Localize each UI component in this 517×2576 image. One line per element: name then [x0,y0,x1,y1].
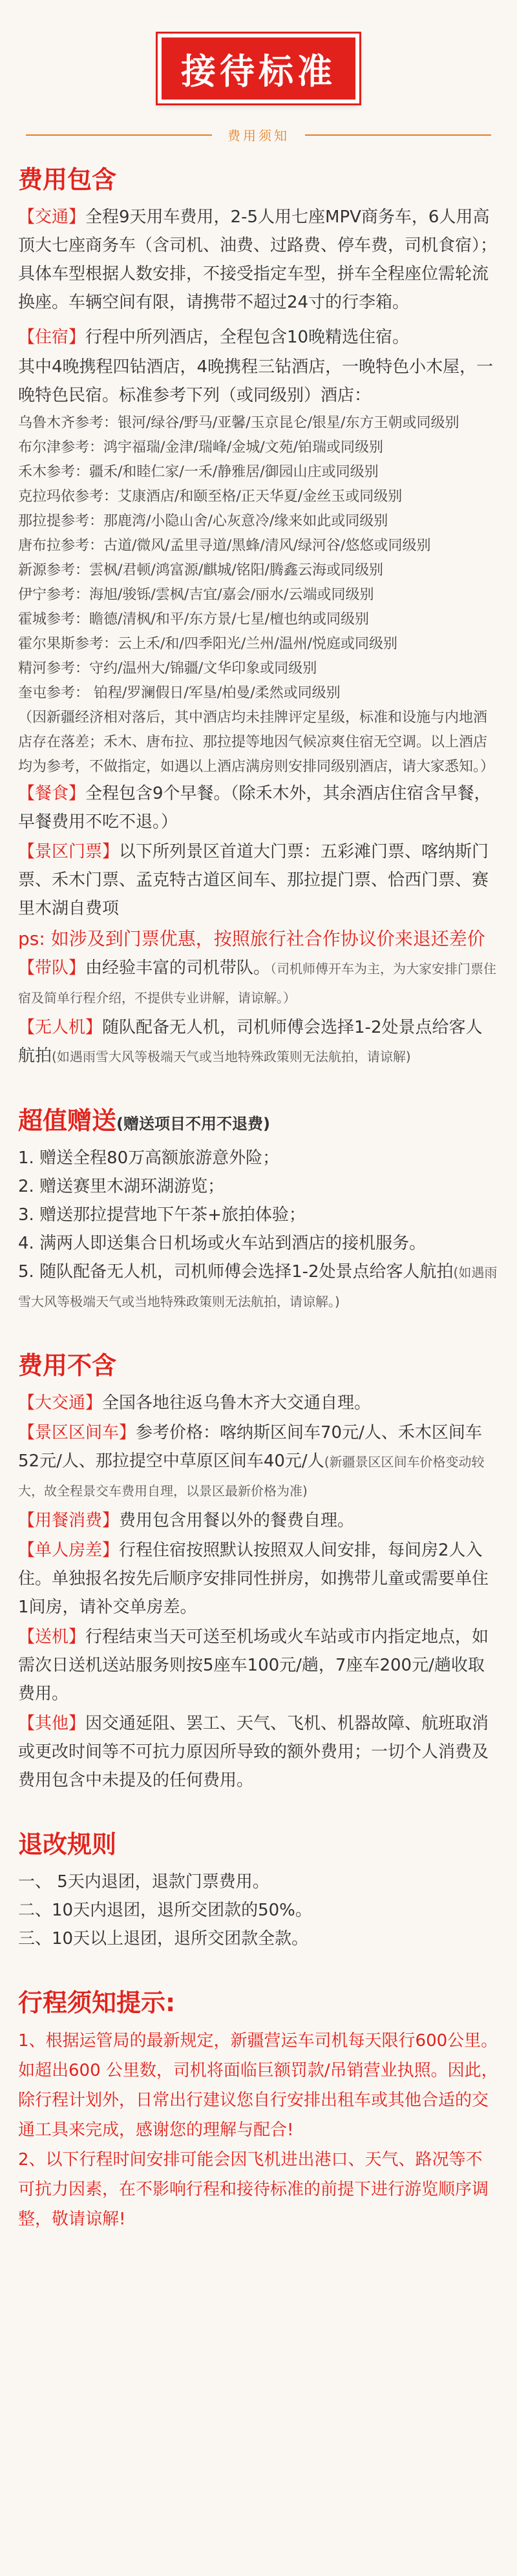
page-title: 接待标准 [158,34,359,103]
hotel-row: 奎屯参考： 铂程/罗澜假日/军垦/柏曼/柔然或同级别 [18,685,341,701]
subtitle: 费用须知 [227,128,290,143]
hotel-row: 伊宁参考：海旭/骏铄/雲枫/吉宜/嘉会/丽水/云端或同级别 [18,587,374,603]
hotel-text-2: 其中4晚携程四钻酒店，4晚携程三钻酒店，一晚特色小木屋，一晚特色民宿。标准参考下列（或同级别）酒店： [18,357,494,405]
shuttle-tag: 【景区区间车】 [18,1423,136,1442]
gift-item-5-text: 5. 随队配备无人机，司机师傅会选择1-2处景点给客人航拍 [18,1262,454,1282]
pickup-text: 行程结束当天可送至机场或火车站或市内指定地点，如需次日送机送站服务则按5座车100元/趟，7座车200元/趟收取费用。 [18,1627,489,1704]
hotel-row: 那拉提参考：那鹿湾/小隐山舍/心灰意冷/缘来如此或同级别 [18,513,388,529]
ticket-text: 以下所列景区首道大门票：五彩滩门票、喀纳斯门票、禾木门票、孟克特古道区间车、那拉提门票、恰西门票、赛里木湖自费项 [18,842,489,918]
divider-right [305,134,491,136]
guide-note: （司机师傅开车为主，为大家安排门票住宿及简单行程介绍，不提供专业讲解，请谅解。） [18,961,497,1006]
gift-list [18,1144,499,1316]
drone-text: 随队配备无人机，司机师傅会选择1-2处景点给客人航拍 [18,1018,483,1066]
hotel-row: 霍尔果斯参考：云上禾/和/四季阳光/兰州/温州/悦庭或同级别 [18,636,398,652]
gift-item: 1. 赠送全程80万高额旅游意外险； [18,1148,280,1168]
tip-1: 1、根据运管局的最新规定，新疆营运车司机每天限行600公里。如超出600 公里数，司机将面临巨额罚款/吊销营业执照。因此，除行程计划外，日常出行建议您自行安排出租车或其他合适的交通工具来完成，感谢您的理解与配合! [18,2031,498,2140]
shuttle-paragraph [18,1419,499,1505]
other-paragraph [18,1709,499,1795]
traffic-paragraph [18,203,499,317]
divider-left [26,134,212,136]
ticket-paragraph [18,838,499,923]
hotel-tag: 【住宿】 [18,328,86,347]
transport-tag: 【大交通】 [18,1393,103,1413]
ticket-tag: 【景区门票】 [18,842,120,861]
gift-item-5-note: (如遇雨雪大风等极端天气或当地特殊政策则无法航拍，请谅解。) [18,1265,498,1309]
refund-item: 三、10天以上退团，退所交团款全款。 [18,1929,309,1948]
cost-include-heading: 费用包含 [18,165,117,194]
refund-item: 二、10天内退团，退所交团款的50%。 [18,1901,312,1920]
room-tag: 【单人房差】 [18,1541,120,1560]
gift-item: 4. 满两人即送集合日机场或火车站到酒店的接机服务。 [18,1234,427,1253]
transport-text: 全国各地往返乌鲁木齐大交通自理。 [102,1393,372,1413]
hotel-row: 唐布拉参考：古道/微风/孟里寻道/黑蜂/清风/绿河谷/悠悠或同级别 [18,538,431,554]
guide-tag: 【带队】 [18,958,86,978]
hotel-paragraph [18,323,499,352]
hotel-row: 克拉玛依参考：艾康酒店/和颐至格/正天华夏/金丝玉或同级别 [18,489,403,505]
guide-paragraph [18,954,499,1012]
shuttle-text: 参考价格：喀纳斯区间车70元/人、禾木区间车52元/人、那拉提空中草原区间车40元/人 [18,1423,482,1471]
room-text: 行程住宿按照默认按照双人间安排，每间房2人入住。单独报名按先后顺序安排同性拼房，如携带儿童或需要单住1间房，请补交单房差。 [18,1541,489,1617]
room-paragraph [18,1536,499,1621]
hotel-note: （因新疆经济相对落后，其中酒店均未挂牌评定星级，标准和设施与内地酒店存在落差；禾木、唐布拉、那拉提等地因气候凉爽住宿无空调。以上酒店均为参考，不做指定，如遇以上酒店满房则安排同级别酒店，请大家悉知。） [18,710,495,775]
hotel-text-1: 行程中所列酒店，全程包含10晚精选住宿。 [85,328,410,347]
hotel-row: 精河参考：守约/温州大/锦疆/文华印象或同级别 [18,660,317,677]
ps-note: ps: 如涉及到门票优惠，按照旅行社合作协议价来退还差价 [18,928,485,949]
gifts-heading [18,1101,499,1136]
tip-2: 2、以下行程时间安排可能会因飞机进出港口、天气、路况等不可抗力因素，在不影响行程和接待标准的前提下进行游览顺序调整，敬请谅解! [18,2150,489,2229]
hotel-row: 禾木参考：疆禾/和睦仁家/一禾/静雅居/御园山庄或同级别 [18,464,379,480]
traffic-tag: 【交通】 [18,207,86,227]
gifts-heading-note: (赠送项目不用不退费) [116,1115,270,1133]
hotel-row: 乌鲁木齐参考：银河/绿谷/野马/亚馨/玉京昆仑/银星/东方王朝或同级别 [18,415,459,431]
meal-ex-paragraph [18,1506,499,1535]
meal-tag: 【餐食】 [18,784,86,803]
drone-paragraph [18,1013,499,1071]
hotel-row: 布尔津参考：鸿宇福瑞/金津/瑞峰/金城/文苑/铂瑞或同级别 [18,439,384,456]
other-text: 因交通延阻、罢工、天气、飞机、机器故障、航班取消或更改时间等不可抗力原因所导致的额外费用；一切个人消费及费用包含中未提及的任何费用。 [18,1714,489,1790]
hotel-row: 新源参考：雲枫/君顿/鸿富源/麒城/铭阳/腾鑫云海或同级别 [18,562,384,578]
tips-heading: 行程须知提示: [18,1989,176,2017]
refund-item: 一、 5天内退团，退款门票费用。 [18,1872,269,1892]
gift-item [18,1258,499,1316]
top-bar [0,0,517,22]
gift-item: 2. 赠送赛里木湖环湖游览； [18,1177,225,1196]
traffic-text: 全程9天用车费用，2-5人用七座MPV商务车，6人用高顶大七座商务车（含司机、油费、过路费、停车费，司机食宿）；具体车型根据人数安排，不接受指定车型，拼车全程座位需轮流换座。车辆空间有限，请携带不超过24寸的行李箱。 [18,207,498,312]
drone-note: (如遇雨雪大风等极端天气或当地特殊政策则无法航拍，请谅解) [52,1049,411,1064]
pickup-tag: 【送机】 [18,1627,86,1647]
refund-heading: 退改规则 [18,1830,117,1859]
shuttle-note: (新疆景区区间车价格变动较大，故全程景交车费用自理，以景区最新价格为准) [18,1454,485,1499]
guide-text: 由经验丰富的司机带队。 [85,958,271,978]
drone-tag: 【无人机】 [18,1018,103,1037]
meal-ex-tag: 【用餐消费】 [18,1511,120,1530]
other-tag: 【其他】 [18,1714,86,1733]
hotel-list [18,411,499,706]
subtitle-row [26,125,491,144]
meal-paragraph [18,779,499,836]
gift-item: 3. 赠送那拉提营地下午茶+旅拍体验； [18,1205,306,1225]
content [0,160,517,2234]
gifts-heading-text: 超值赠送 [18,1106,117,1135]
cost-exclude-heading: 费用不含 [18,1351,117,1380]
meal-ex-text: 费用包含用餐以外的餐费自理。 [119,1511,355,1530]
pickup-paragraph [18,1623,499,1708]
transport-paragraph [18,1389,499,1417]
meal-text: 全程包含9个早餐。（除禾木外，其余酒店住宿含早餐，早餐费用不吃不退。） [18,784,491,832]
hotel-row: 霍城参考：瞻德/清枫/和平/东方景/七星/檀也纳或同级别 [18,611,370,628]
refund-list [18,1868,499,1953]
